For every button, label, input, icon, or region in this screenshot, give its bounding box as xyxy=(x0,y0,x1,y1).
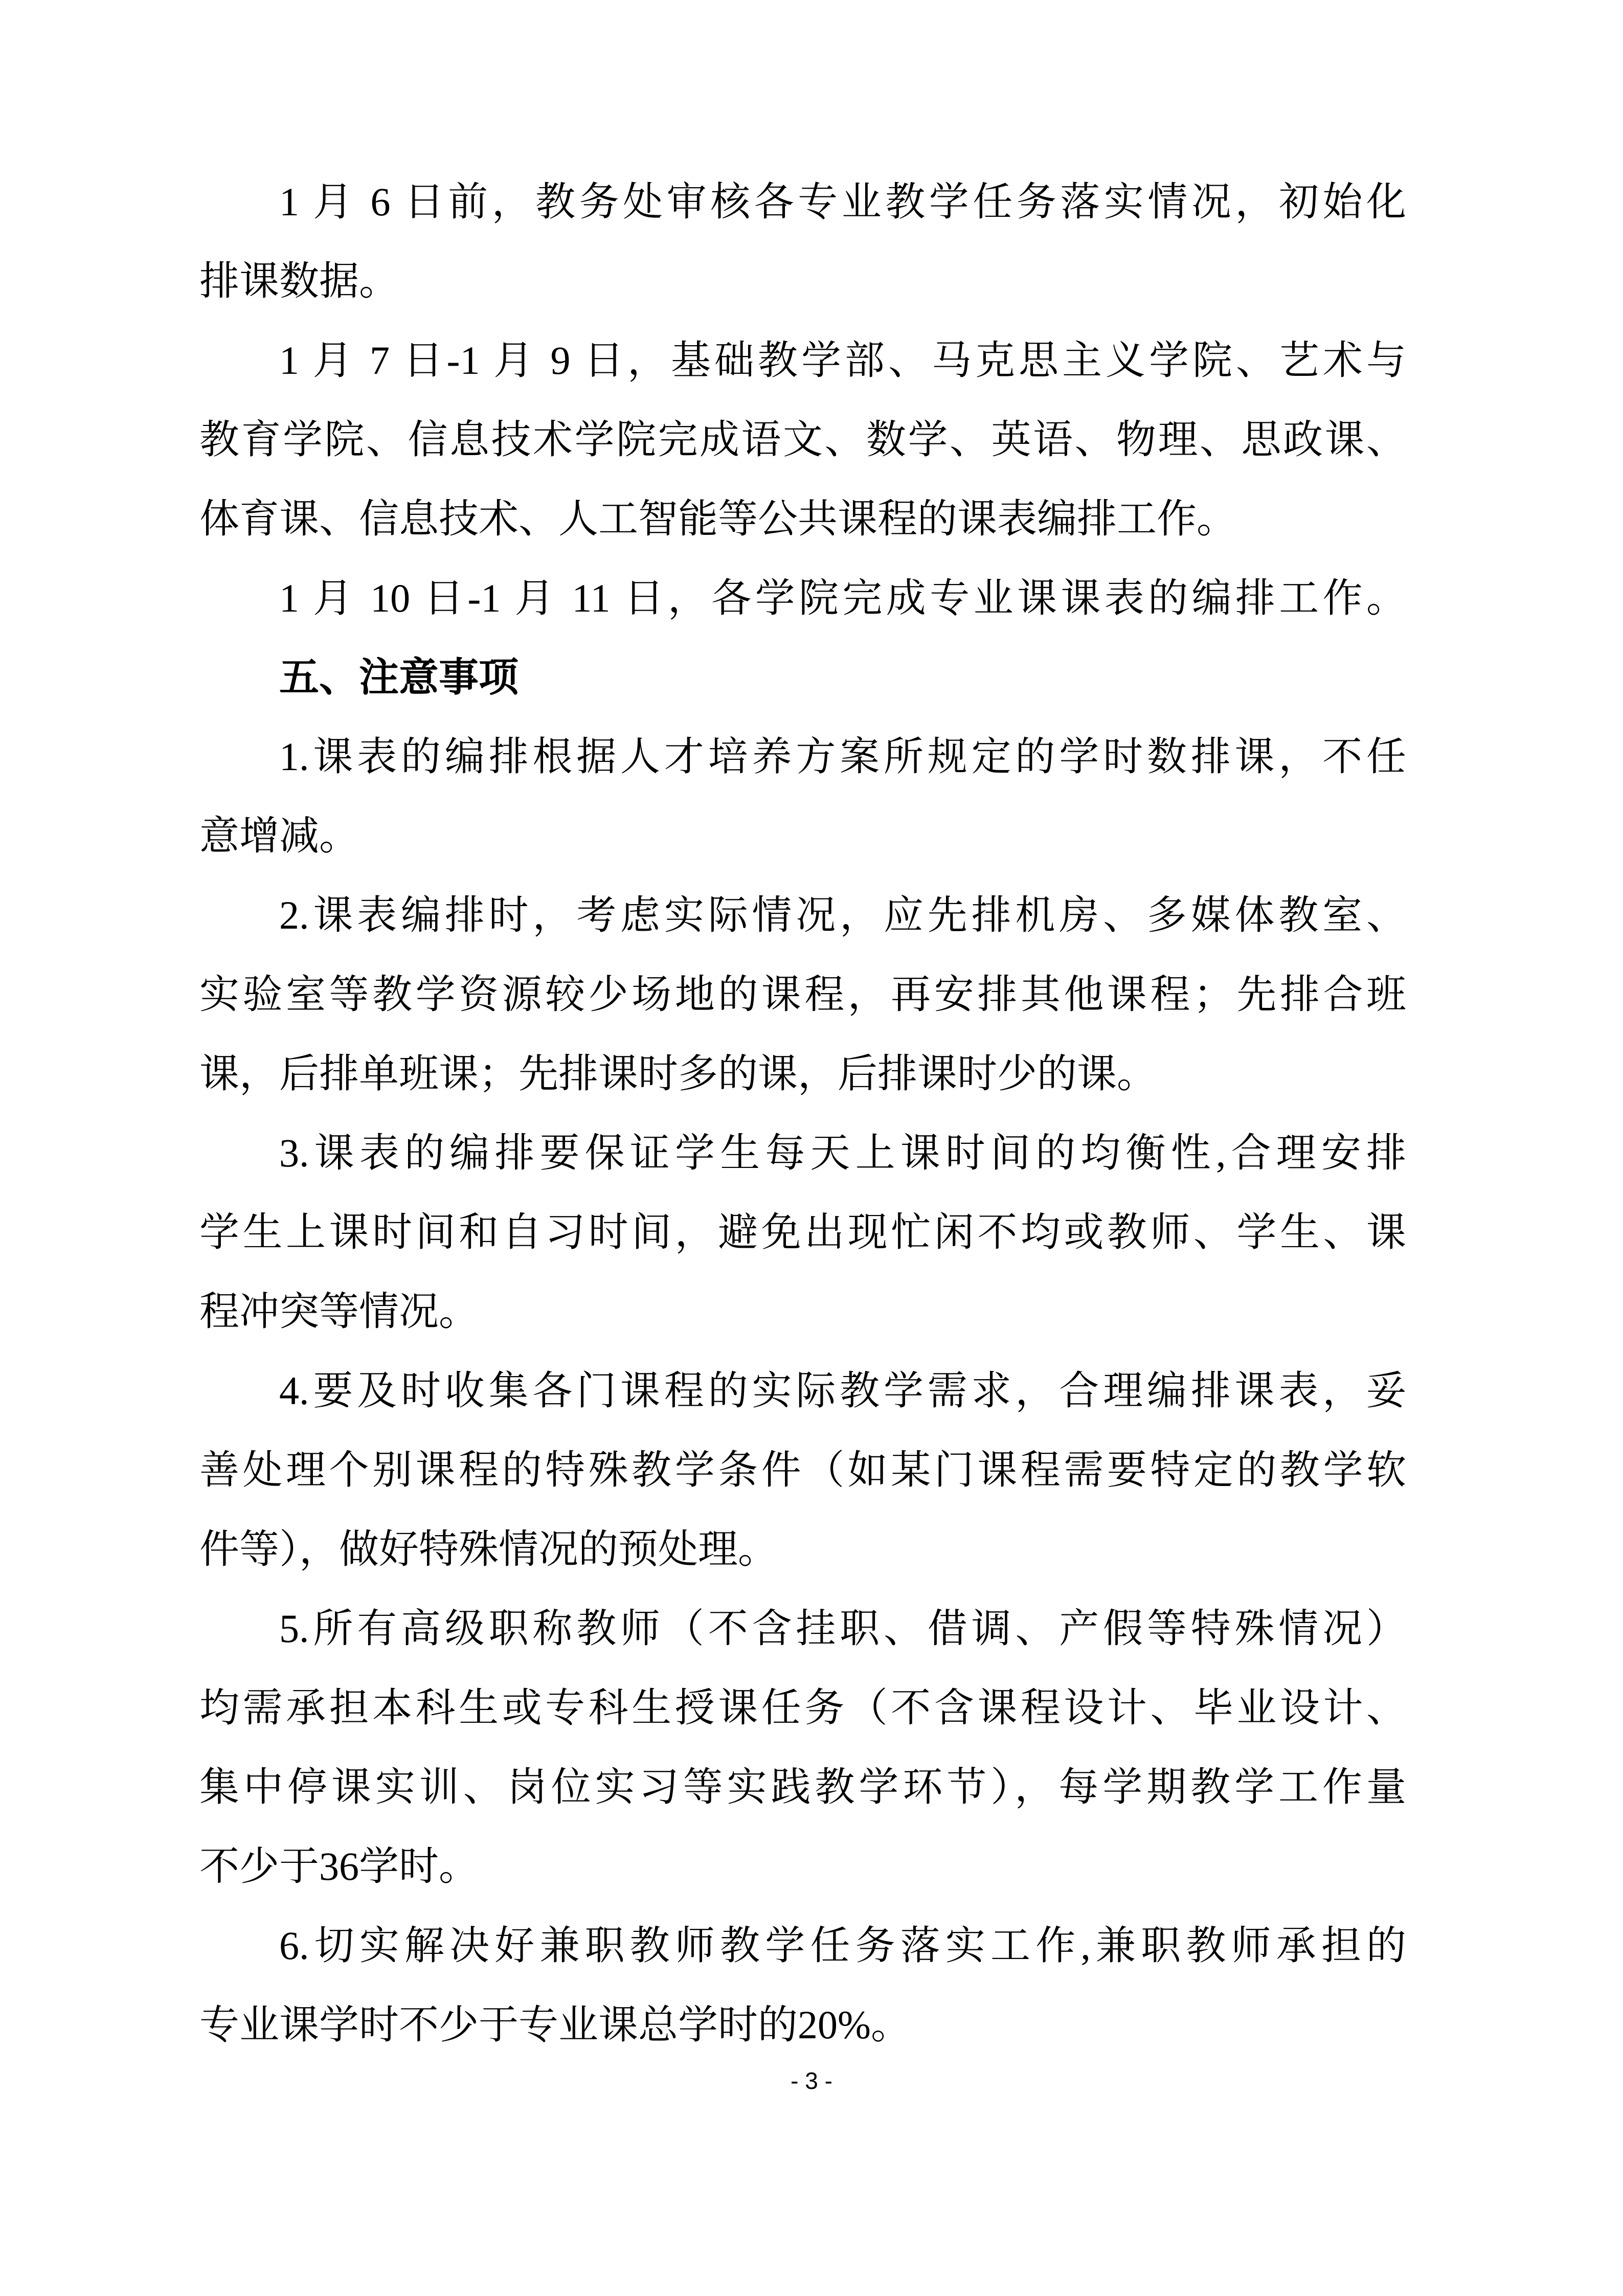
body-line: 2.课表编排时，考虑实际情况，应先排机房、多媒体教室、 xyxy=(279,893,1406,937)
body-line: 4.要及时收集各门课程的实际教学需求，合理编排课表，妥 xyxy=(279,1368,1406,1413)
body-line: 意增减。 xyxy=(199,814,359,858)
body-line: 排课数据。 xyxy=(199,259,399,303)
page-number: - 3 - xyxy=(791,2067,832,2094)
body-line: 均需承担本科生或专科生授课任务（不含课程设计、毕业设计、 xyxy=(199,1685,1406,1730)
body-line: 1 月 6 日前，教务处审核各专业教学任务落实情况，初始化 xyxy=(279,179,1406,224)
body-line: 实验室等教学资源较少场地的课程，再安排其他课程；先排合班 xyxy=(199,972,1406,1017)
body-line: 课，后排单班课；先排课时多的课，后排课时少的课。 xyxy=(199,1051,1157,1096)
body-line: 1.课表的编排根据人才培养方案所规定的学时数排课，不任 xyxy=(279,734,1406,779)
body-line: 不少于36学时。 xyxy=(199,1844,479,1888)
body-line: 5.所有高级职称教师（不含挂职、借调、产假等特殊情况） xyxy=(279,1606,1406,1651)
body-line: 学生上课时间和自习时间，避免出现忙闲不均或教师、学生、课 xyxy=(199,1210,1406,1254)
body-line: 6.切实解决好兼职教师教学任务落实工作,兼职教师承担的 xyxy=(279,1923,1406,1968)
body-line: 1 月 7 日-1 月 9 日，基础教学部、马克思主义学院、艺术与 xyxy=(279,338,1406,382)
document-body xyxy=(199,162,1406,2064)
body-line: 教育学院、信息技术学院完成语文、数学、英语、物理、思政课、 xyxy=(199,417,1406,462)
body-line: 3.课表的编排要保证学生每天上课时间的均衡性,合理安排 xyxy=(279,1131,1406,1175)
body-line: 1 月 10 日-1 月 11 日，各学院完成专业课课表的编排工作。 xyxy=(279,576,1406,620)
body-line: 专业课学时不少于专业课总学时的20%。 xyxy=(199,2002,911,2047)
body-line: 善处理个别课程的特殊教学条件（如某门课程需要特定的教学软 xyxy=(199,1448,1406,1492)
section-heading: 五、注意事项 xyxy=(279,655,519,700)
body-line: 集中停课实训、岗位实习等实践教学环节），每学期教学工作量 xyxy=(199,1765,1406,1809)
body-line: 程冲突等情况。 xyxy=(199,1289,479,1334)
body-line: 体育课、信息技术、人工智能等公共课程的课表编排工作。 xyxy=(199,497,1237,541)
body-line: 件等），做好特殊情况的预处理。 xyxy=(199,1527,778,1571)
